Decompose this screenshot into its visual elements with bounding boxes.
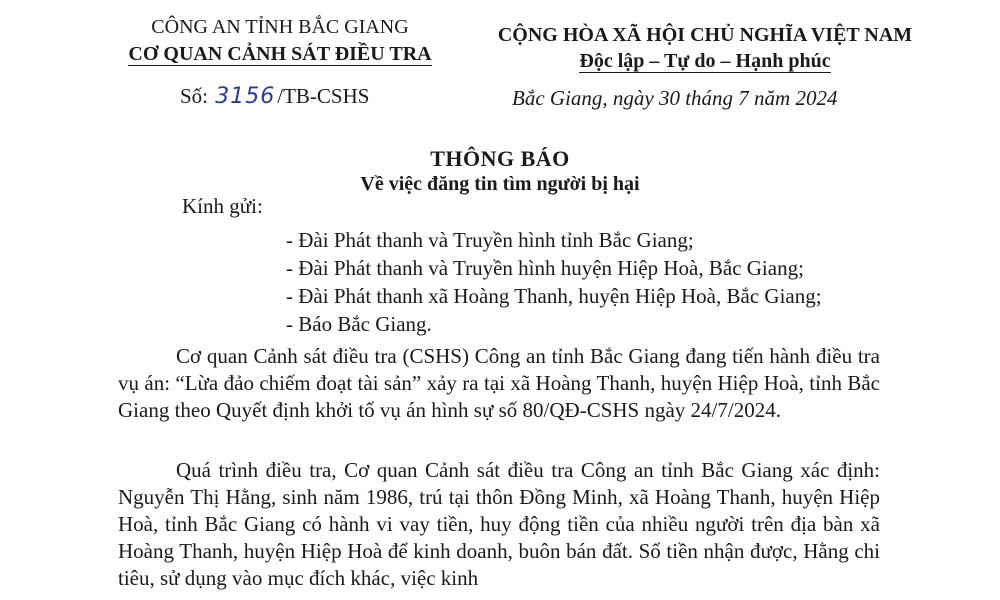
recipient-item: - Đài Phát thanh xã Hoàng Thanh, huyện Hiệp Hoà, Bắc Giang; [286, 284, 822, 308]
issuer-org-line2-text: CƠ QUAN CẢNH SÁT ĐIỀU TRA [128, 43, 432, 65]
place-date: Bắc Giang, ngày 30 tháng 7 năm 2024 [512, 86, 838, 110]
handwritten-number: 3156 [215, 84, 276, 109]
body-paragraph-1-text: Cơ quan Cảnh sát điều tra (CSHS) Công an tỉnh Bắc Giang đang tiến hành điều tra vụ án: “Lừa đảo chiếm đoạt tài sản” xảy ra tại xã Hoàng Thanh, huyện Hiệp Hoà, tỉnh Bắc Giang theo Quyết định khởi tố vụ án hình sự số 80/QĐ-CSHS ngày 24/7/2024. [118, 344, 880, 422]
body-paragraph-1 [118, 343, 880, 424]
document-title: THÔNG BÁO [430, 146, 570, 171]
body-paragraph-2-text: Quá trình điều tra, Cơ quan Cảnh sát điều tra Công an tỉnh Bắc Giang xác định: Nguyễn Thị Hằng, sinh năm 1986, trú tại thôn Đồng Minh, xã Hoàng Thanh, huyện Hiệp Hoà, tỉnh Bắc Giang có hành vi vay tiền, huy động tiền của nhiều người trên địa bàn xã Hoàng Thanh, huyện Hiệp Hoà để kinh doanh, buôn bán đất. Số tiền nhận được, Hằng chi tiêu, sử dụng vào mục đích khác, việc kinh [118, 458, 880, 590]
national-header [470, 22, 940, 76]
document-number-suffix: /TB-CSHS [277, 84, 370, 108]
issuer-org-line2 [110, 41, 450, 68]
recipient-item: - Đài Phát thanh và Truyền hình tỉnh Bắc Giang; [286, 228, 694, 252]
issuer-org-line1: CÔNG AN TỈNH BẮC GIANG [151, 16, 409, 38]
recipients-list [286, 226, 822, 338]
national-name: CỘNG HÒA XÃ HỘI CHỦ NGHĨA VIỆT NAM [497, 24, 913, 46]
document-number-label: Số: [180, 84, 209, 108]
body-paragraph-2 [118, 457, 880, 592]
recipients-label: Kính gửi: [182, 194, 263, 218]
document-number [180, 84, 369, 109]
recipient-item: - Đài Phát thanh và Truyền hình huyện Hiệp Hoà, Bắc Giang; [286, 256, 804, 280]
document-subtitle: Về việc đăng tin tìm người bị hại [360, 173, 640, 195]
recipient-item: - Báo Bắc Giang. [286, 312, 432, 336]
issuer-header [110, 14, 450, 68]
national-motto: Độc lập – Tự do – Hạnh phúc [579, 50, 831, 72]
